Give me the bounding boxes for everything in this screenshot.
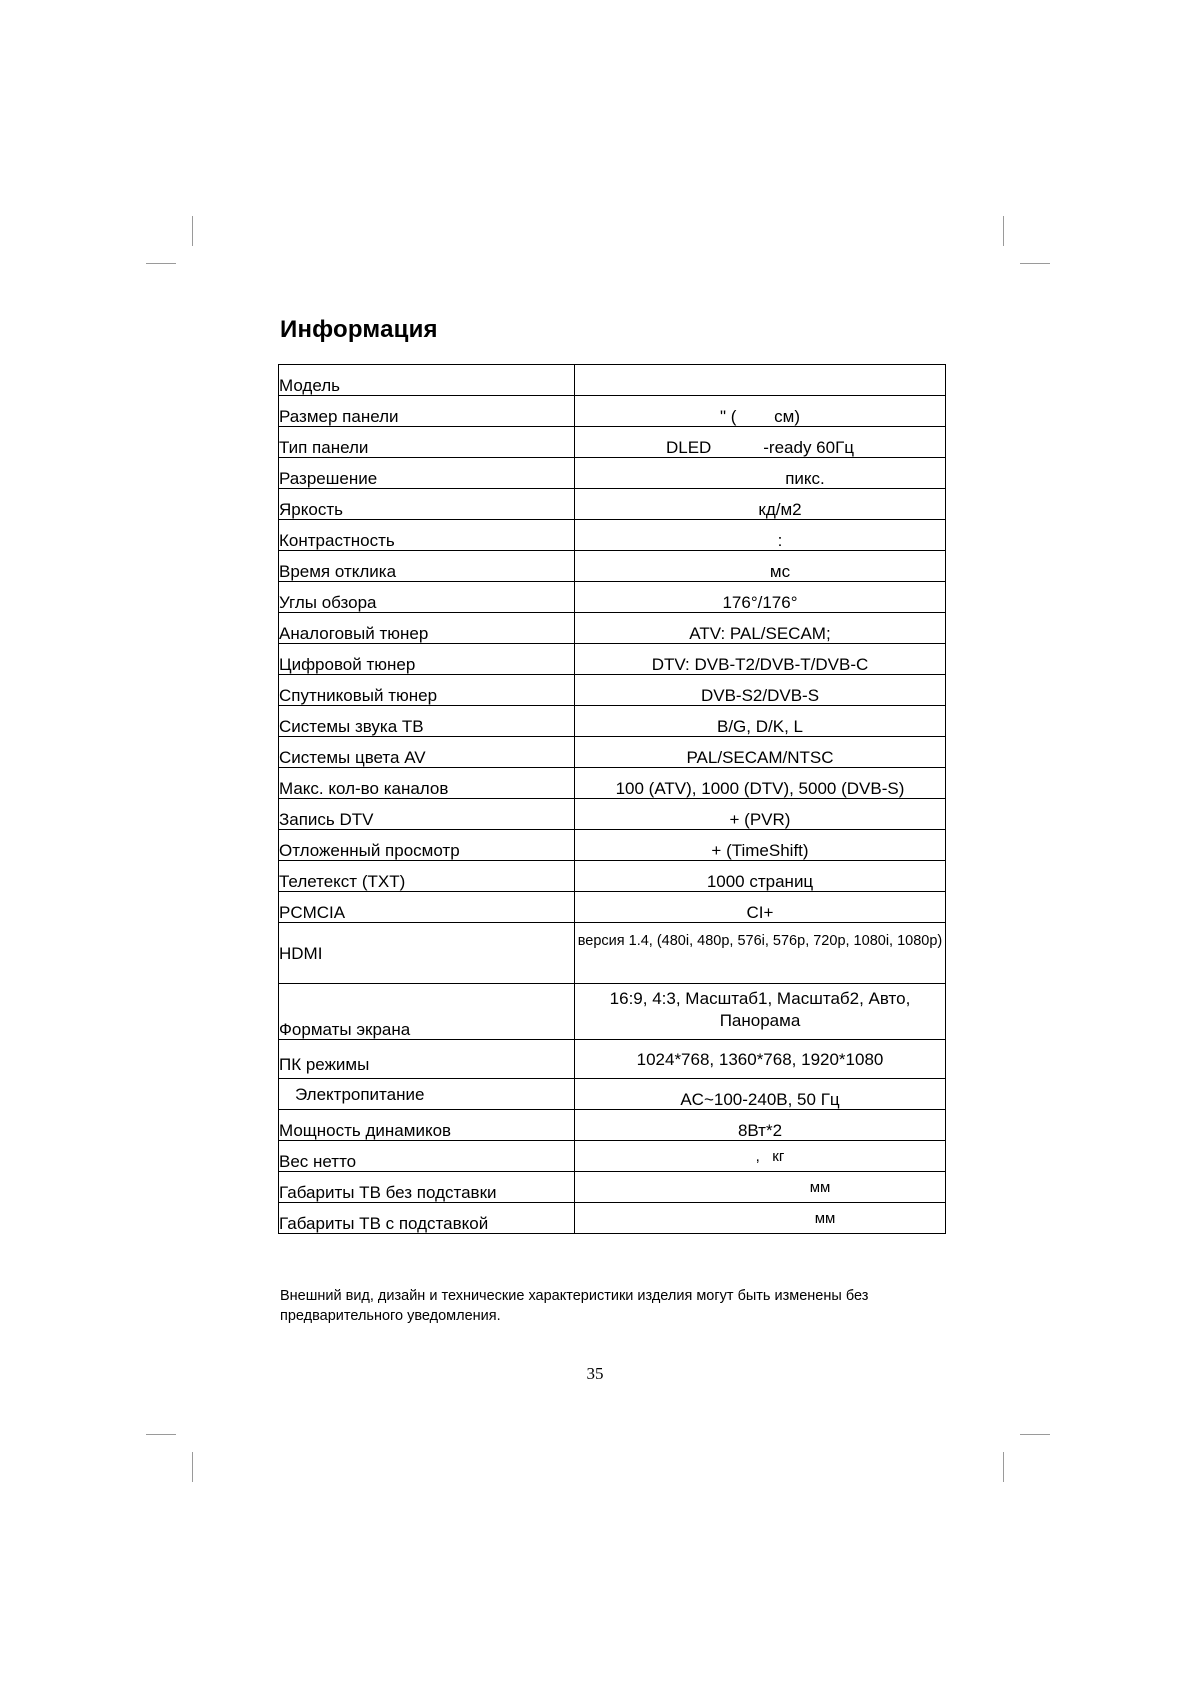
spec-value: мм	[575, 1203, 946, 1234]
crop-mark-bottom-right-horizontal	[1020, 1434, 1050, 1435]
crop-mark-bottom-left-vertical	[192, 1452, 193, 1482]
table-row	[279, 1079, 946, 1110]
spec-label: Габариты ТВ с подставкой	[279, 1203, 575, 1234]
table-row	[279, 675, 946, 706]
crop-mark-top-left-horizontal	[146, 263, 176, 264]
spec-label: Контрастность	[279, 520, 575, 551]
spec-value: + (TimeShift)	[575, 830, 946, 861]
spec-value: мм	[575, 1172, 946, 1203]
crop-mark-bottom-right-vertical	[1003, 1452, 1004, 1482]
spec-label: Форматы экрана	[279, 984, 575, 1040]
spec-label: Спутниковый тюнер	[279, 675, 575, 706]
spec-value: 1024*768, 1360*768, 1920*1080	[575, 1040, 946, 1079]
spec-label: Системы цвета AV	[279, 737, 575, 768]
spec-label: Мощность динамиков	[279, 1110, 575, 1141]
spec-value: PAL/SECAM/NTSC	[575, 737, 946, 768]
spec-value: B/G, D/K, L	[575, 706, 946, 737]
spec-label: Разрешение	[279, 458, 575, 489]
spec-value: версия 1.4, (480i, 480p, 576i, 576p, 720p, 1080i, 1080p)	[575, 923, 946, 984]
spec-value	[575, 365, 946, 396]
crop-mark-top-right-vertical	[1003, 216, 1004, 246]
spec-label: Телетекст (TXT)	[279, 861, 575, 892]
spec-label: Вес нетто	[279, 1141, 575, 1172]
table-row	[279, 1110, 946, 1141]
spec-value: 100 (ATV), 1000 (DTV), 5000 (DVB-S)	[575, 768, 946, 799]
spec-label: Аналоговый тюнер	[279, 613, 575, 644]
spec-value: DLED -ready 60Гц	[575, 427, 946, 458]
spec-label: PCMCIA	[279, 892, 575, 923]
spec-value: :	[575, 520, 946, 551]
spec-label: Габариты ТВ без подставки	[279, 1172, 575, 1203]
page-title: Информация	[280, 316, 438, 343]
spec-value: " ( см)	[575, 396, 946, 427]
spec-label: Отложенный просмотр	[279, 830, 575, 861]
spec-value: 8Вт*2	[575, 1110, 946, 1141]
spec-label: Макс. кол-во каналов	[279, 768, 575, 799]
table-row	[279, 706, 946, 737]
spec-label: ПК режимы	[279, 1040, 575, 1079]
crop-mark-bottom-left-horizontal	[146, 1434, 176, 1435]
specs-table	[278, 364, 946, 1234]
table-row	[279, 1040, 946, 1079]
spec-label: Цифровой тюнер	[279, 644, 575, 675]
spec-value: ATV: PAL/SECAM;	[575, 613, 946, 644]
spec-value: 16:9, 4:3, Масштаб1, Масштаб2, Авто, Панорама	[575, 984, 946, 1040]
spec-label: Модель	[279, 365, 575, 396]
spec-label: HDMI	[279, 923, 575, 984]
table-row	[279, 582, 946, 613]
page-number: 35	[586, 1364, 604, 1383]
table-row	[279, 458, 946, 489]
spec-value: DTV: DVB-T2/DVB-T/DVB-C	[575, 644, 946, 675]
table-row	[279, 520, 946, 551]
table-row	[279, 768, 946, 799]
spec-label: Тип панели	[279, 427, 575, 458]
table-row	[279, 984, 946, 1040]
crop-mark-top-left-vertical	[192, 216, 193, 246]
spec-value: CI+	[575, 892, 946, 923]
table-row	[279, 923, 946, 984]
table-row	[279, 644, 946, 675]
spec-value: кд/м2	[575, 489, 946, 520]
disclaimer-note: Внешний вид, дизайн и технические характеристики изделия могут быть изменены без предварительного уведомления.	[280, 1288, 869, 1324]
table-row	[279, 1141, 946, 1172]
spec-value: DVB-S2/DVB-S	[575, 675, 946, 706]
spec-value: 176°/176°	[575, 582, 946, 613]
spec-value: , кг	[575, 1141, 946, 1172]
table-row	[279, 613, 946, 644]
spec-label: Яркость	[279, 489, 575, 520]
spec-value: мс	[575, 551, 946, 582]
spec-value: + (PVR)	[575, 799, 946, 830]
spec-value: пикс.	[575, 458, 946, 489]
spec-label: Системы звука ТВ	[279, 706, 575, 737]
table-row	[279, 551, 946, 582]
spec-label: Запись DTV	[279, 799, 575, 830]
table-row	[279, 427, 946, 458]
spec-value: 1000 страниц	[575, 861, 946, 892]
table-row	[279, 799, 946, 830]
table-row	[279, 1203, 946, 1234]
table-row	[279, 396, 946, 427]
spec-label: Электропитание	[279, 1079, 575, 1110]
spec-label: Размер панели	[279, 396, 575, 427]
spec-value: AC~100-240В, 50 Гц	[575, 1079, 946, 1110]
table-row	[279, 830, 946, 861]
table-row	[279, 861, 946, 892]
spec-label: Углы обзора	[279, 582, 575, 613]
crop-mark-top-right-horizontal	[1020, 263, 1050, 264]
table-row	[279, 892, 946, 923]
table-row	[279, 1172, 946, 1203]
table-row	[279, 489, 946, 520]
spec-label: Время отклика	[279, 551, 575, 582]
table-row	[279, 737, 946, 768]
table-row	[279, 365, 946, 396]
